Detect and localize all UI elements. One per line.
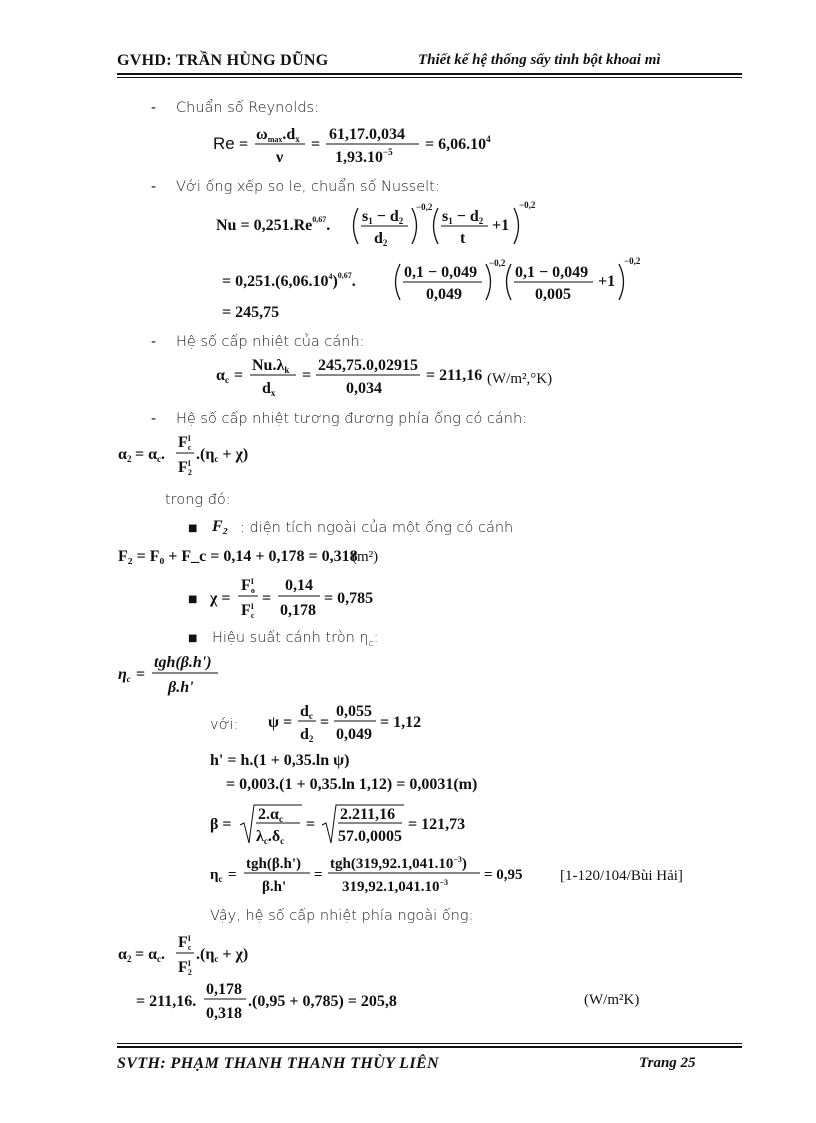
svg-text:FIc: $F^I$ c — [241, 602, 255, 620]
equation-eta-def — [118, 652, 228, 698]
svg-text:tgh(β.h'): tgh(β.h') — [246, 856, 301, 872]
svg-text:s1 − d2: s1 − d2 — [442, 208, 484, 226]
equation-nusselt-2 — [222, 252, 652, 304]
svg-text:0,055: 0,055 — [336, 703, 372, 720]
svg-text:Re: Re — [213, 134, 235, 153]
svg-text:0,1 − 0,049: 0,1 − 0,049 — [515, 264, 589, 281]
svg-text:αc: αc — [216, 367, 229, 385]
equation-h2: = 0,003.(1 + 0,35.ln 1,12) = 0,0031(m) — [226, 776, 478, 793]
svg-text:=: = — [320, 714, 330, 731]
svg-text:Nu = 0,251.Re0,67.: Nu = 0,251.Re$^{0,67}$. — [216, 215, 331, 234]
svg-text:t: t — [460, 230, 466, 247]
svg-text:ψ =: ψ = — [268, 714, 293, 731]
equation-alpha2-final-1 — [118, 932, 268, 978]
bullet-square: ■ — [188, 523, 198, 534]
svg-text:−0,2: −0,2 — [624, 256, 641, 266]
svg-text:ηc: ηc — [118, 666, 131, 684]
svg-text:= 211,16: = 211,16 — [426, 367, 483, 384]
equation-nusselt-1 — [216, 196, 646, 248]
footer-right: Trang 25 — [639, 1055, 696, 1071]
svg-text:57.0,0005: 57.0,0005 — [338, 828, 402, 845]
svg-text:χ =: χ = — [210, 590, 231, 607]
alpha2-unit: (W/m²K) — [584, 992, 640, 1008]
equation-reynolds — [213, 125, 503, 169]
svg-text:β =: β = — [210, 816, 232, 833]
svg-text:0,034: 0,034 — [346, 380, 382, 397]
fin-coef-label: Hệ số cấp nhiệt của cánh: — [176, 334, 365, 350]
svg-text:=: = — [306, 816, 316, 833]
equation-nusselt-3: = 245,75 — [222, 304, 280, 321]
svg-text:= αc.: = αc. — [135, 946, 166, 964]
svg-text:λc.δc: λc.δc — [256, 828, 285, 846]
svg-text:0,318: 0,318 — [206, 1005, 242, 1022]
svg-text:−0,2: −0,2 — [489, 258, 506, 268]
svg-text:β.h': β.h' — [262, 879, 287, 895]
f2-unit: (m²) — [352, 549, 379, 565]
svg-text:= 0,785: = 0,785 — [324, 590, 374, 607]
svg-text:d2: d2 — [374, 230, 388, 248]
svg-text:dx: dx — [262, 380, 276, 398]
svg-text:=: = — [262, 590, 272, 607]
bullet-square: ■ — [188, 633, 198, 644]
equation-alpha2-final-2 — [136, 980, 436, 1026]
svg-text:= 1,12: = 1,12 — [380, 714, 422, 731]
svg-text:1,93.10−5: $1,93.10^{-5}$ — [335, 147, 393, 166]
svg-text:Nu.λk: Nu.λk — [252, 357, 290, 375]
bullet-dash: - — [151, 179, 157, 195]
svg-text:2.211,16: 2.211,16 — [340, 806, 396, 823]
svg-text:0,049: 0,049 — [336, 726, 372, 743]
alpha-c-unit: (W/m²,°K) — [487, 371, 553, 387]
reference: [1-120/104/Bùi Hải] — [560, 868, 683, 884]
equiv-label: Hệ số cấp nhiệt tương đương phía ống có cánh: — [176, 411, 528, 427]
svg-text:ν: ν — [276, 149, 284, 166]
equation-chi — [210, 575, 380, 621]
svg-text:= 211,16.: = 211,16. — [136, 993, 197, 1010]
svg-text:−0,2: −0,2 — [519, 200, 536, 210]
reynolds-label: Chuẩn số Reynolds: — [176, 100, 319, 116]
bullet-dash: - — [151, 411, 157, 427]
svg-text:= 121,73: = 121,73 — [408, 816, 466, 833]
svg-text:FI2: $F^I$ 2 — [178, 459, 192, 477]
svg-text:=: = — [311, 136, 321, 153]
svg-text:0,049: 0,049 — [426, 286, 462, 303]
svg-text:FIc: $F^I$ c — [178, 934, 192, 952]
svg-text:= 0,95: = 0,95 — [484, 867, 523, 883]
equation-alpha-c — [216, 355, 486, 399]
svg-text:=: = — [302, 367, 312, 384]
svg-text:ηc: $\eta_c$ — [210, 867, 223, 884]
footer-left: SVTH: PHẠM THANH THANH THÙY LIÊN — [117, 1055, 439, 1072]
svg-text:=: = — [228, 867, 237, 883]
equation-alpha2-formula — [118, 432, 268, 478]
svg-text:=: = — [239, 136, 249, 153]
svg-text:tgh(319,92.1,041.10−3): $tgh(319,92.1,041.10^{-3})$ — [330, 855, 467, 872]
nusselt-label: Với ống xếp so le, chuẩn số Nusselt: — [176, 179, 440, 195]
svg-text:61,17.0,034: 61,17.0,034 — [329, 126, 405, 143]
svg-text:+1: +1 — [598, 273, 616, 290]
header-right: Thiết kế hệ thống sấy tinh bột khoai mì — [418, 52, 661, 68]
svg-text:= αc.: = αc. — [135, 446, 166, 464]
bullet-dash: - — [151, 334, 157, 350]
svg-text:=: = — [136, 666, 146, 683]
svg-text:= 6,06.104: = $6,06.10^4$ — [425, 134, 491, 153]
voi-label: với: — [210, 717, 239, 733]
svg-text:0,178: 0,178 — [280, 602, 316, 619]
conclusion-label: Vậy, hệ số cấp nhiệt phía ngoài ống: — [210, 908, 474, 924]
svg-text:α2: α2 — [118, 446, 132, 464]
svg-text:FIc: $F^I$ c — [178, 434, 192, 452]
svg-text:245,75.0,02915: 245,75.0,02915 — [318, 357, 418, 374]
svg-text:α2: α2 — [118, 946, 132, 964]
svg-text:2.αc: 2.αc — [258, 806, 283, 824]
bullet-square: ■ — [188, 594, 198, 605]
header-rule — [117, 73, 742, 75]
svg-text:0,005: 0,005 — [535, 286, 571, 303]
svg-text:+1: +1 — [492, 217, 510, 234]
svg-text:.(ηc + χ): .(ηc + χ) — [196, 446, 249, 464]
svg-text:.(ηc + χ): .(ηc + χ) — [196, 946, 249, 964]
equation-h1: h' = h.(1 + 0,35.ln ψ) — [210, 752, 350, 769]
header-rule-thin — [117, 77, 742, 78]
svg-text:.(0,95 + 0,785) = 205,8: .(0,95 + 0,785) = 205,8 — [248, 993, 397, 1010]
svg-text:=: = — [234, 367, 244, 384]
svg-text:tgh(β.h'): tgh(β.h') — [154, 654, 212, 671]
f2-description: : diện tích ngoài của một ống có cánh — [240, 520, 514, 536]
footer-rule — [117, 1046, 742, 1048]
equation-eta-calc — [210, 853, 540, 897]
svg-text:s1 − d2: s1 − d2 — [362, 208, 404, 226]
svg-text:−0,2: −0,2 — [416, 202, 433, 212]
f2-symbol: F₂ — [212, 518, 229, 535]
svg-text:ωmax.dx: ωmax.dx — [256, 126, 300, 144]
svg-text:d2: d2 — [300, 726, 314, 744]
svg-text:0,178: 0,178 — [206, 981, 242, 998]
equation-f2: F₂ = F₀ + F_c = 0,14 + 0,178 = 0,318 — [118, 548, 358, 565]
svg-text:dc: dc — [300, 703, 313, 721]
bullet-dash: - — [151, 100, 157, 116]
svg-text:0,14: 0,14 — [285, 577, 313, 594]
header-left: GVHD: TRẦN HÙNG DŨNG — [117, 52, 329, 69]
trong-do-label: trong đó: — [165, 492, 231, 508]
svg-text:0,1 − 0,049: 0,1 − 0,049 — [404, 264, 478, 281]
equation-beta — [210, 801, 510, 849]
svg-text:= 0,251.(6,06.104)0,67.: = $0,251.(6,06.10^4)^{0,67}$. — [222, 271, 356, 290]
efficiency-label: Hiệu suất cánh tròn $\eta_c$: — [212, 630, 379, 649]
svg-text:FIo: $F^I$ o — [241, 577, 255, 595]
svg-text:319,92.1,041.10−3: $319,92.1,041.10^{-3}$ — [342, 878, 449, 895]
svg-text:FI2: $F^I$ 2 — [178, 959, 192, 977]
equation-psi — [268, 702, 428, 746]
footer-rule-thin — [117, 1043, 742, 1044]
svg-text:=: = — [314, 867, 323, 883]
svg-text:β.h': β.h' — [168, 679, 194, 696]
